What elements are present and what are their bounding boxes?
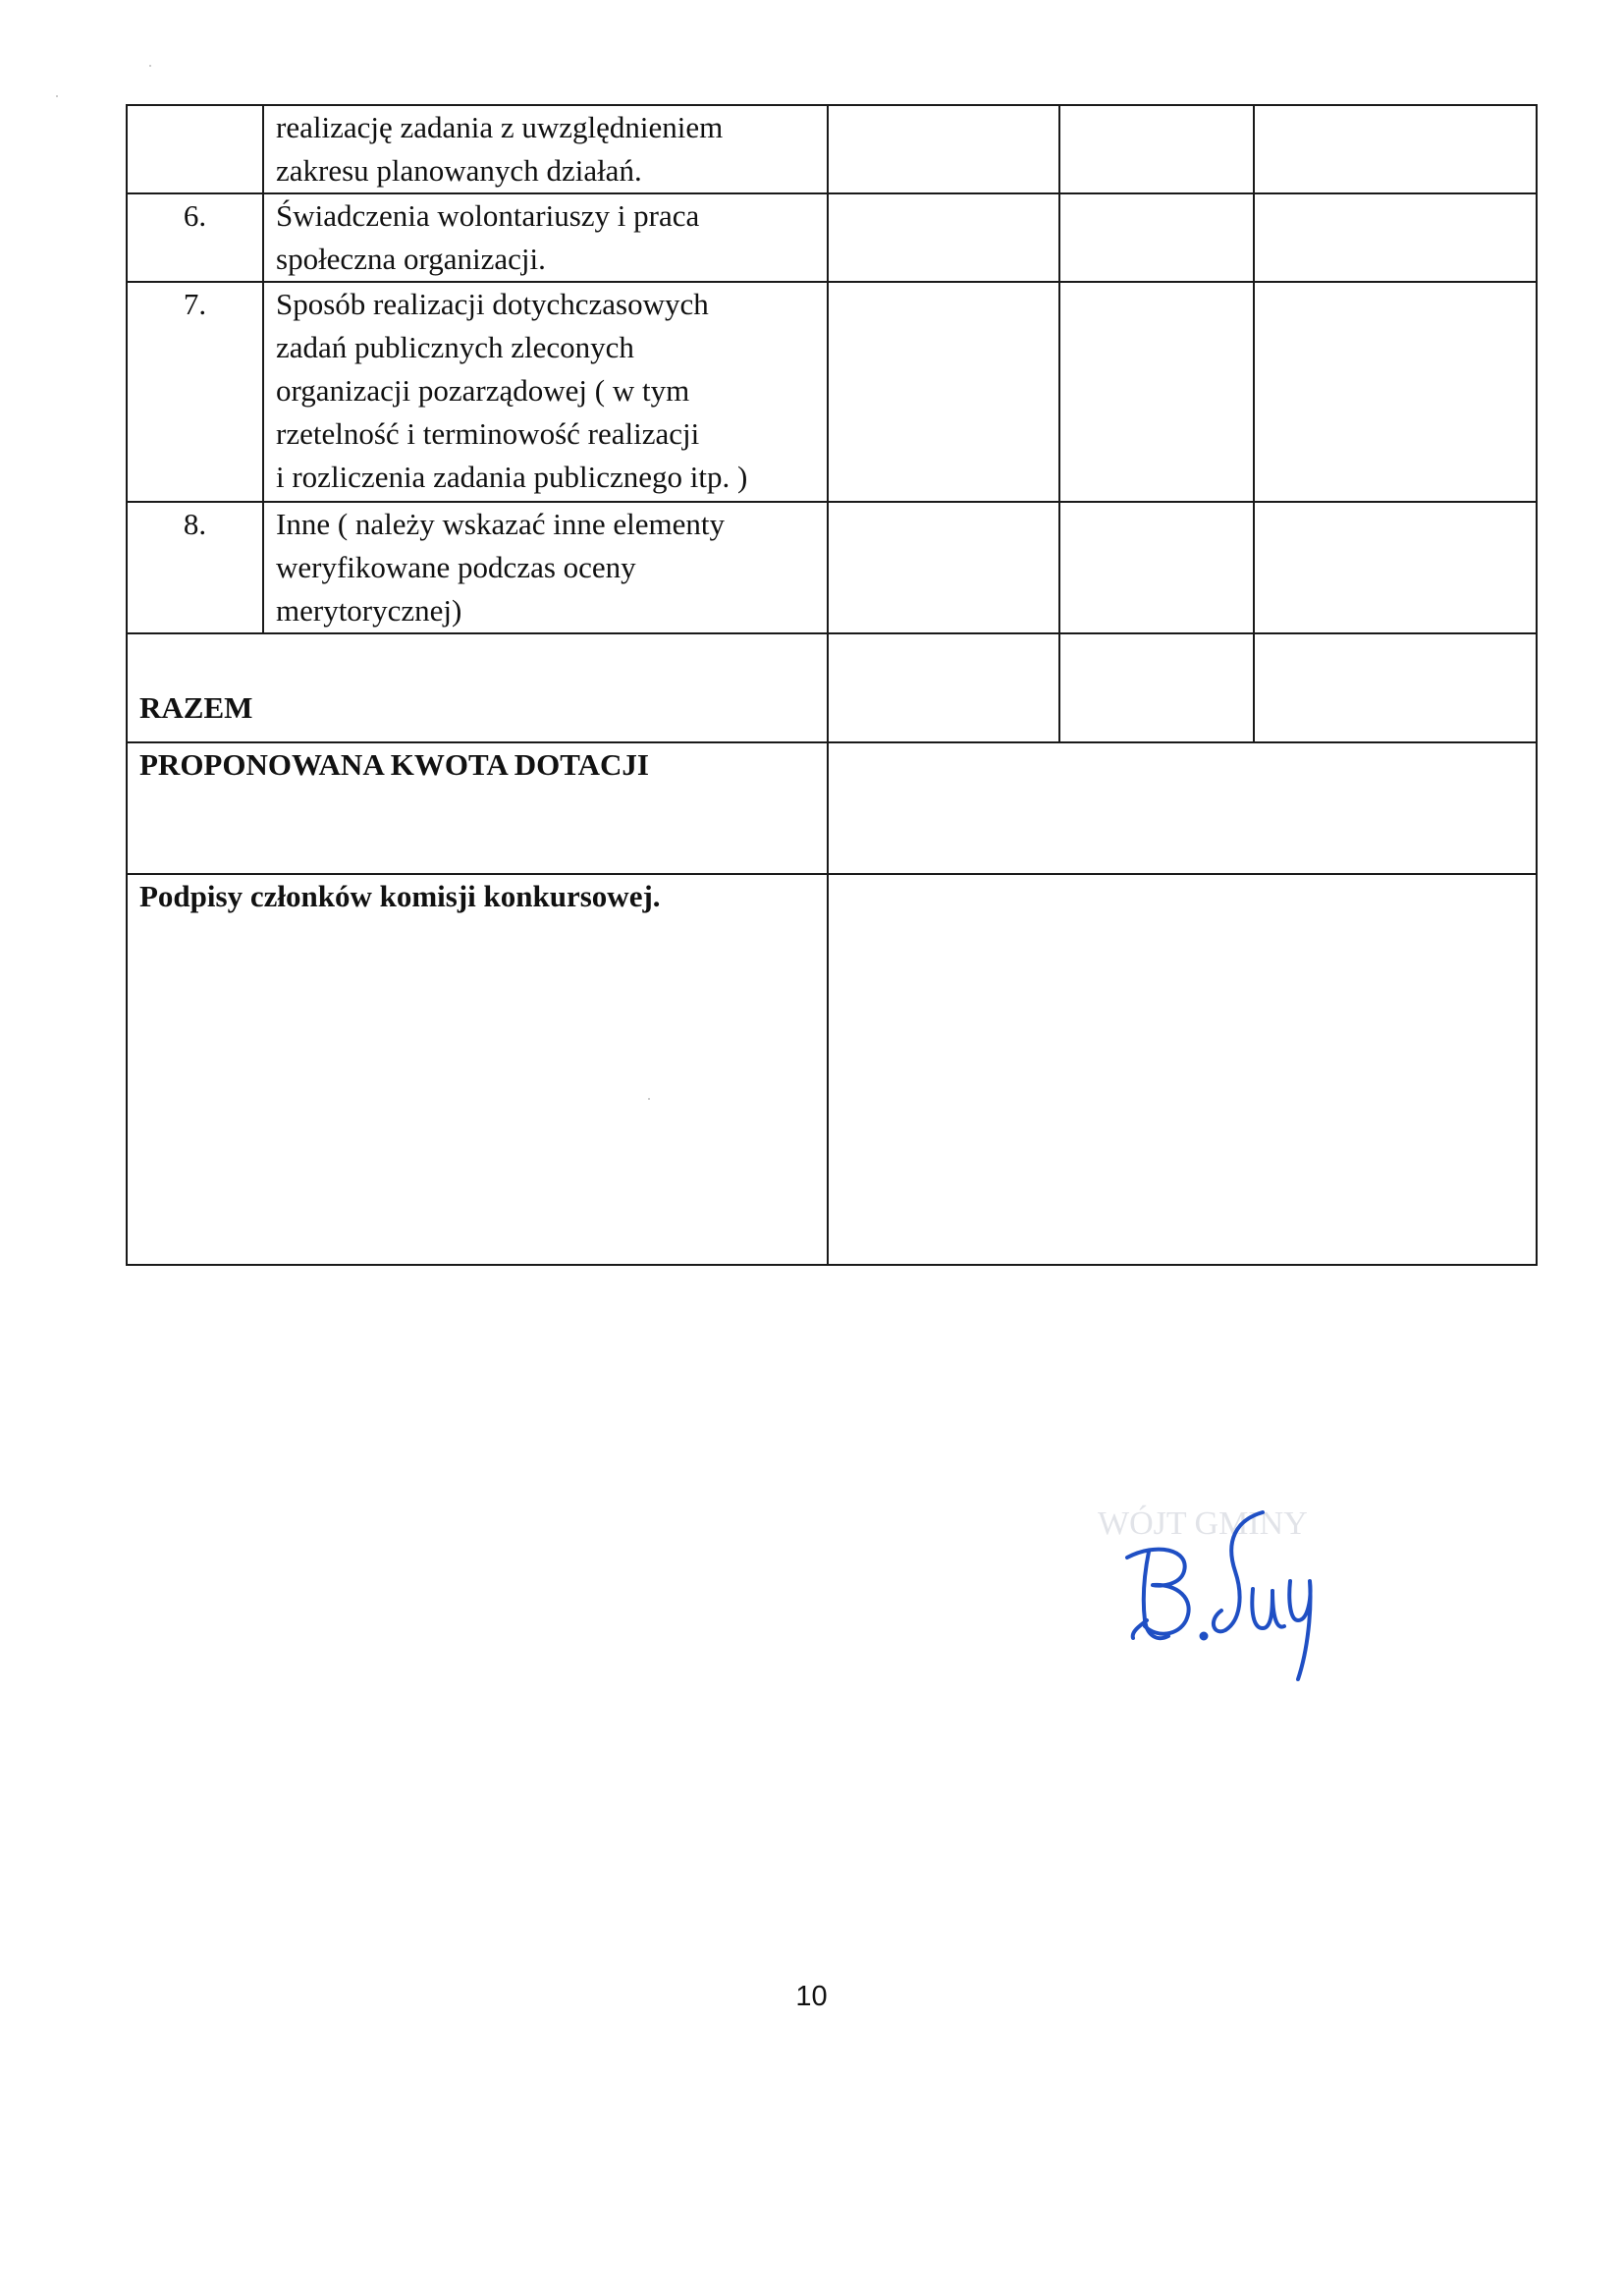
criterion-description — [263, 193, 828, 282]
score-cell[interactable] — [1254, 282, 1537, 502]
criterion-line: merytorycznej) — [276, 593, 462, 628]
criterion-line: Inne ( należy wskazać inne elementy — [276, 507, 726, 541]
row-number-cell: 7. — [127, 282, 263, 502]
score-cell[interactable] — [1254, 193, 1537, 282]
table-row-kwota — [127, 742, 1537, 874]
table-row-continuation — [127, 105, 1537, 193]
criterion-line: organizacji pozarządowej ( w tym — [276, 373, 690, 408]
total-cell[interactable] — [1059, 633, 1254, 742]
table-row-razem — [127, 633, 1537, 742]
criterion-line: realizację zadania z uwzględnieniem — [276, 110, 724, 144]
signatures-label: Podpisy członków komisji konkursowej. — [127, 874, 828, 1265]
table-row-signatures — [127, 874, 1537, 1265]
criterion-line: zakresu planowanych działań. — [276, 153, 642, 188]
score-cell[interactable] — [1059, 282, 1254, 502]
score-cell[interactable] — [828, 193, 1059, 282]
stamp-faint-text: WÓJT GMINY — [1098, 1505, 1308, 1542]
score-cell[interactable] — [828, 105, 1059, 193]
table-row-7 — [127, 282, 1537, 502]
evaluation-table — [126, 104, 1538, 1266]
score-cell[interactable] — [1059, 105, 1254, 193]
criterion-line: weryfikowane podczas oceny — [276, 550, 636, 584]
score-cell[interactable] — [1254, 105, 1537, 193]
scan-speck — [149, 65, 151, 67]
criterion-description — [263, 282, 828, 502]
criterion-line: społeczna organizacji. — [276, 242, 546, 276]
criterion-line: Świadczenia wolontariuszy i praca — [276, 198, 700, 233]
criterion-line: zadań publicznych zleconych — [276, 330, 634, 364]
scan-speck — [56, 95, 58, 97]
criterion-description — [263, 502, 828, 633]
page-number: 10 — [795, 1981, 828, 2012]
signatures-cell[interactable] — [828, 874, 1537, 1265]
row-number-cell: 6. — [127, 193, 263, 282]
scan-speck — [648, 1098, 650, 1100]
razem-label: RAZEM — [127, 633, 828, 742]
score-cell[interactable] — [828, 282, 1059, 502]
score-cell[interactable] — [828, 502, 1059, 633]
total-cell[interactable] — [1254, 633, 1537, 742]
proposed-amount-cell[interactable] — [828, 742, 1537, 874]
criterion-line: Sposób realizacji dotychczasowych — [276, 287, 709, 321]
table-row-8 — [127, 502, 1537, 633]
total-cell[interactable] — [828, 633, 1059, 742]
score-cell[interactable] — [1059, 502, 1254, 633]
score-cell[interactable] — [1059, 193, 1254, 282]
row-number-cell — [127, 105, 263, 193]
criterion-line: rzetelność i terminowość realizacji — [276, 416, 700, 451]
score-cell[interactable] — [1254, 502, 1537, 633]
table-row-6 — [127, 193, 1537, 282]
proposed-amount-label: PROPONOWANA KWOTA DOTACJI — [127, 742, 828, 874]
row-number-cell: 8. — [127, 502, 263, 633]
criterion-description — [263, 105, 828, 193]
criterion-line: i rozliczenia zadania publicznego itp. ) — [276, 460, 748, 494]
handwritten-signature — [1088, 1473, 1353, 1689]
